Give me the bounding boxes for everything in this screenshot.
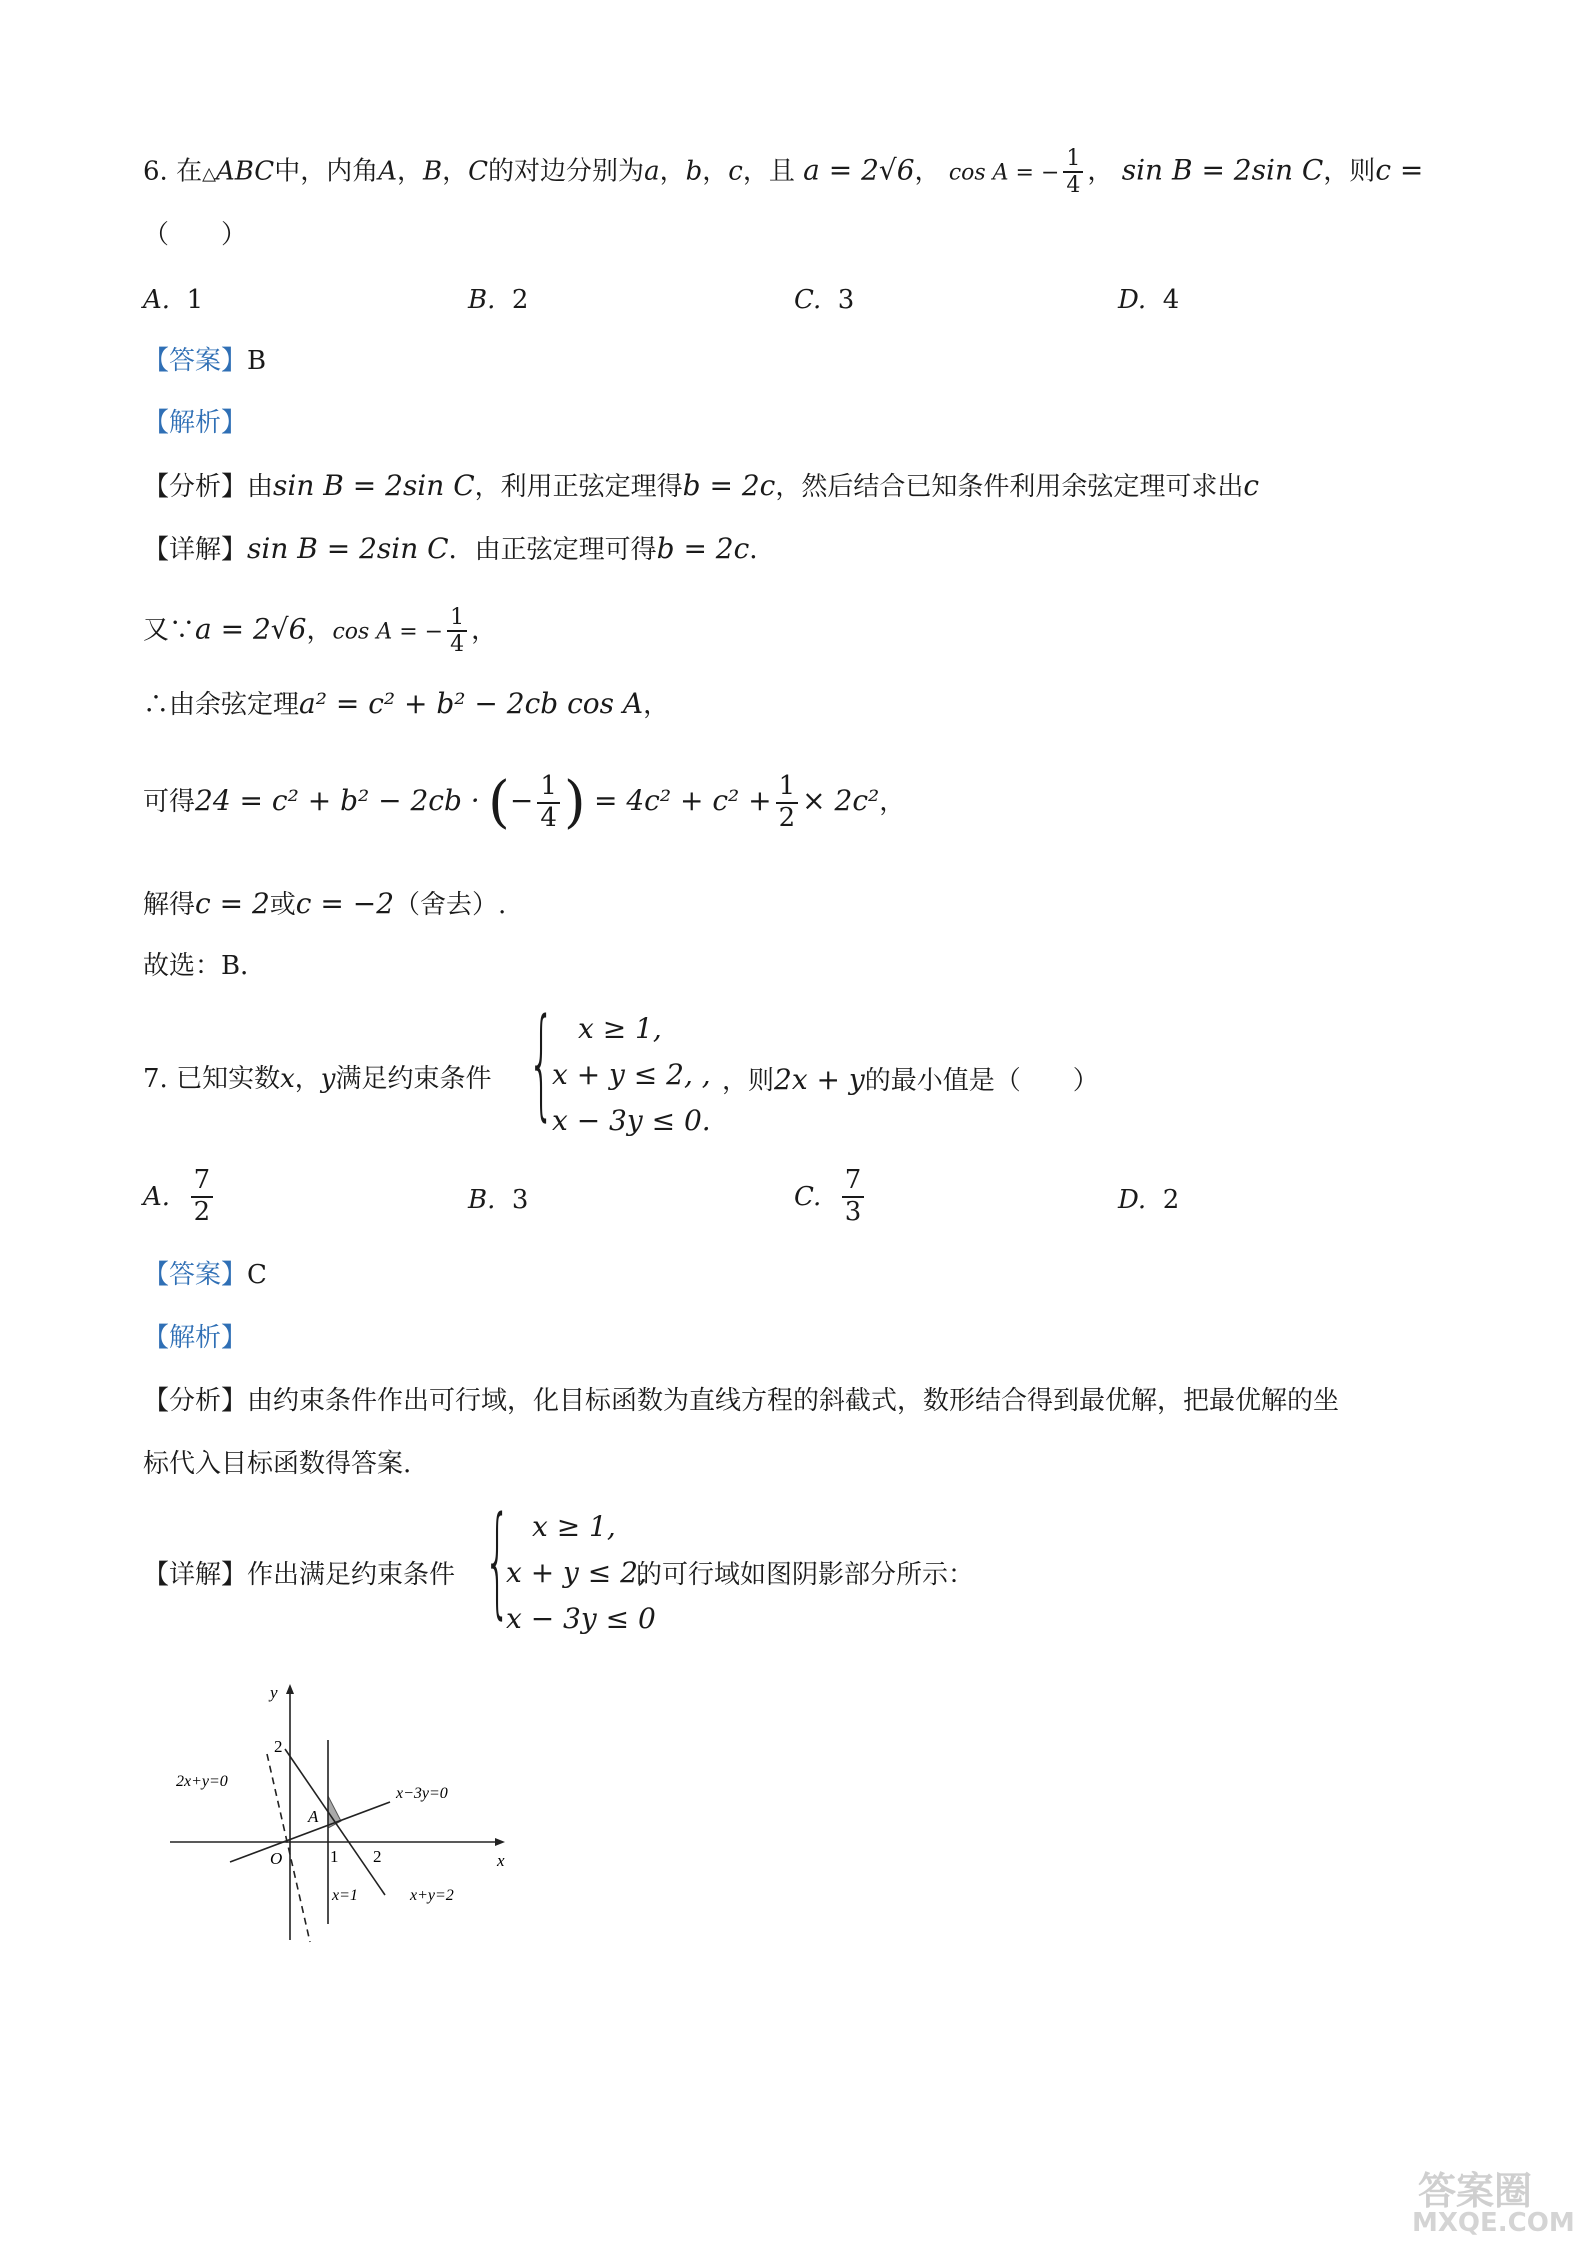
formula: a = 2√6 (195, 612, 307, 646)
q6-xiangjie (143, 532, 776, 565)
q6-text: 解得 (143, 890, 196, 920)
option-letter: B. (468, 285, 496, 315)
formula: × 2c² (802, 783, 880, 817)
q6-text: ，则 (1323, 156, 1376, 187)
fraction-numerator: 1 (537, 772, 560, 804)
q6-option-d (1118, 285, 1179, 315)
q6-option-a (143, 285, 203, 315)
answer-value: B (247, 346, 267, 376)
label-line-x-plus-y-2: x+y=2 (410, 1887, 454, 1904)
fenxi-tag: 【分析】 (143, 1386, 248, 1416)
q6-text: ．由正弦定理可得 (448, 535, 657, 565)
label-y: y (270, 1683, 278, 1702)
q6-sep: ， (442, 156, 469, 187)
q6-var: A (378, 156, 397, 187)
q7-option-a (143, 1166, 217, 1228)
q6-cos-law (143, 687, 670, 720)
q7-xj-system (506, 1504, 656, 1642)
label-x: x (497, 1851, 505, 1870)
fraction (776, 772, 799, 834)
q6-sep: ， (397, 156, 424, 187)
q7-xj-brace: { (484, 1492, 511, 1631)
feasible-region-graph (160, 1680, 520, 1950)
q6-text: ， (643, 690, 670, 720)
q6-text: ． (749, 535, 776, 565)
q6-text: （舍去）. (394, 890, 507, 920)
answer-tag: 【答案】 (143, 346, 248, 376)
q6-you (143, 605, 497, 658)
q6-text: 中，内角 (274, 156, 379, 187)
fraction-denominator: 4 (540, 802, 557, 833)
q7-system (552, 1006, 711, 1144)
option-value: 1 (186, 285, 204, 315)
q7-xiangjie-tail: 的可行域如图阴影部分所示： (636, 1560, 975, 1590)
q6-text: ∴由余弦定理 (143, 690, 300, 720)
option-letter: B. (468, 1185, 496, 1215)
constraint: x ≥ 1, (532, 1510, 616, 1543)
q6-sep: ， (914, 156, 941, 187)
option-value: 4 (1162, 285, 1180, 315)
q6-option-b (468, 285, 528, 315)
formula: sin B = 2sin C (273, 469, 475, 502)
option-fraction (191, 1166, 214, 1228)
q7-analysis-tag: 【解析】 (143, 1323, 248, 1353)
q6-var: B (423, 156, 443, 187)
watermark-logo: 答案圈 (1418, 2169, 1533, 2213)
paren-right: ) (563, 769, 586, 835)
option-fraction (842, 1166, 865, 1228)
q6-text: ， (306, 615, 333, 646)
q6-fraction (1063, 146, 1083, 199)
q7-stem-tail (722, 1063, 1099, 1096)
q6-text: 或 (269, 890, 296, 920)
minus-sign: − (509, 783, 534, 817)
option-letter: C. (794, 285, 822, 315)
q6-condition-a: a = 2√6 (803, 153, 915, 187)
q6-text: ， (471, 615, 498, 646)
q6-text: 又∵ (143, 615, 196, 646)
option-value: 2 (511, 285, 529, 315)
fraction-denominator: 3 (844, 1196, 862, 1227)
paren-left: ( (487, 769, 510, 835)
q6-var: b (685, 156, 703, 187)
q7-stem (143, 1066, 492, 1092)
formula: c = 2 (195, 887, 270, 920)
constraint: x − 3y ≤ 0. (552, 1104, 711, 1137)
formula: 24 = c² + b² − 2cb · (195, 783, 480, 817)
q6-condition-cos: cos A = − (948, 160, 1060, 186)
x-axis-arrow (495, 1838, 505, 1846)
q7-answer (143, 1262, 267, 1288)
label-point-a: A (308, 1807, 319, 1826)
triangle-symbol: △ (202, 163, 216, 185)
q7-text: 满足约束条件 (335, 1064, 492, 1094)
option-letter: D. (1118, 285, 1147, 315)
q6-var: C (468, 156, 489, 187)
q7-var: x (280, 1064, 295, 1094)
constraint: x ≥ 1, (578, 1012, 662, 1045)
label-line-x-equals-1: x=1 (332, 1887, 358, 1904)
option-value: 3 (511, 1185, 529, 1215)
q6-answer (143, 348, 266, 374)
fraction-numerator: 1 (776, 772, 799, 804)
q6-number: 6. (143, 156, 168, 187)
q7-brace: { (528, 994, 555, 1133)
fenxi-tag: 【分析】 (143, 472, 248, 502)
q6-text: 的对边分别为 (488, 156, 645, 187)
formula: cos A = − (332, 619, 444, 645)
q6-stem (143, 146, 1423, 199)
label-line-2x-plus-y: 2x+y=0 (176, 1773, 228, 1790)
fraction-numerator: 1 (1063, 146, 1083, 173)
formula: a² = c² + b² − 2cb cos A (299, 687, 644, 720)
q6-text: ， (879, 786, 906, 817)
q6-sep: ， (702, 156, 729, 187)
formula: b = 2c (656, 532, 750, 565)
q7-fenxi-line1 (143, 1388, 1339, 1414)
q6-text: 由 (247, 472, 274, 502)
fraction-denominator: 4 (1066, 173, 1081, 199)
q6-var: c (728, 156, 743, 187)
q7-number: 7. (143, 1064, 168, 1094)
constraint: x + y ≤ 2, (506, 1556, 647, 1589)
q6-text: 可得 (143, 786, 196, 817)
fraction-denominator: 2 (778, 802, 796, 833)
option-letter: C. (794, 1181, 822, 1212)
q6-sep: ， (1087, 156, 1114, 187)
q6-jie (143, 887, 507, 920)
xiangjie-tag: 【详解】 (143, 535, 248, 565)
constraint: x + y ≤ 2, , (552, 1058, 711, 1091)
q6-kede (143, 769, 906, 835)
q7-option-c (794, 1166, 868, 1228)
q6-fenxi (143, 469, 1260, 502)
q7-xiangjie (143, 1562, 455, 1588)
option-letter: A. (143, 1181, 171, 1212)
q6-analysis-tag: 【解析】 (143, 408, 248, 438)
q7-text: 已知实数 (176, 1064, 281, 1094)
fraction-denominator: 4 (450, 632, 465, 658)
line-2x-plus-y-0 (267, 1754, 310, 1942)
formula: = 4c² + c² + (593, 783, 772, 817)
q6-text: ，利用正弦定理得 (474, 472, 683, 502)
formula: b = 2c (682, 469, 776, 502)
tick-x-1: 1 (330, 1847, 339, 1866)
q7-fenxi-line2: 标代入目标函数得答案. (143, 1449, 412, 1479)
fraction (447, 605, 467, 658)
q7-text: 由约束条件作出可行域，化目标函数为直线方程的斜截式，数形结合得到最优解，把最优解的坐 (247, 1386, 1340, 1416)
tick-y-2: 2 (274, 1737, 283, 1756)
option-letter: D. (1118, 1185, 1147, 1215)
q6-guxuan: 故选：B． (143, 951, 267, 981)
formula: sin B = 2sin C (247, 532, 449, 565)
fraction (537, 772, 560, 834)
fraction-numerator: 7 (191, 1166, 214, 1198)
q6-ask: c = (1375, 153, 1424, 187)
y-axis-arrow (286, 1684, 294, 1694)
fraction-denominator: 2 (193, 1196, 211, 1227)
xiangjie-tag: 【详解】 (143, 1560, 248, 1590)
q7-var: y (320, 1064, 336, 1094)
q7-text: ，则 (722, 1066, 775, 1096)
option-letter: A. (143, 285, 171, 315)
fraction-numerator: 1 (447, 605, 467, 632)
formula: c = −2 (295, 887, 395, 920)
q6-sep: ， (659, 156, 686, 187)
q7-text: 作出满足约束条件 (247, 1560, 456, 1590)
option-value: 3 (837, 285, 855, 315)
q6-option-c (794, 285, 854, 315)
answer-value: C (247, 1260, 267, 1290)
q6-paren: （ ） (143, 220, 248, 250)
watermark-site: MXQE.COM (1412, 2208, 1575, 2238)
fraction-numerator: 7 (842, 1166, 865, 1198)
q7-option-b (468, 1185, 528, 1215)
tick-x-2: 2 (373, 1847, 382, 1866)
constraint: x − 3y ≤ 0 (506, 1602, 656, 1635)
q7-option-d (1118, 1185, 1179, 1215)
q6-triangle-name: ABC (215, 156, 275, 187)
q7-text: 的最小值是（ ） (864, 1066, 1099, 1096)
formula: c (1243, 469, 1260, 502)
label-origin: O (270, 1849, 283, 1868)
q6-text: ，然后结合已知条件利用余弦定理可求出 (775, 472, 1244, 502)
label-line-x-minus-3y: x−3y=0 (396, 1785, 448, 1802)
q6-text: 在 (176, 156, 203, 187)
option-value: 2 (1162, 1185, 1180, 1215)
answer-tag: 【答案】 (143, 1260, 248, 1290)
q6-var: a (644, 156, 660, 187)
q6-condition-sin: sin B = 2sin C (1121, 153, 1324, 187)
formula: 2x + y (774, 1063, 865, 1096)
q6-text: ，且 (742, 156, 795, 187)
q7-sep: ， (294, 1064, 321, 1094)
